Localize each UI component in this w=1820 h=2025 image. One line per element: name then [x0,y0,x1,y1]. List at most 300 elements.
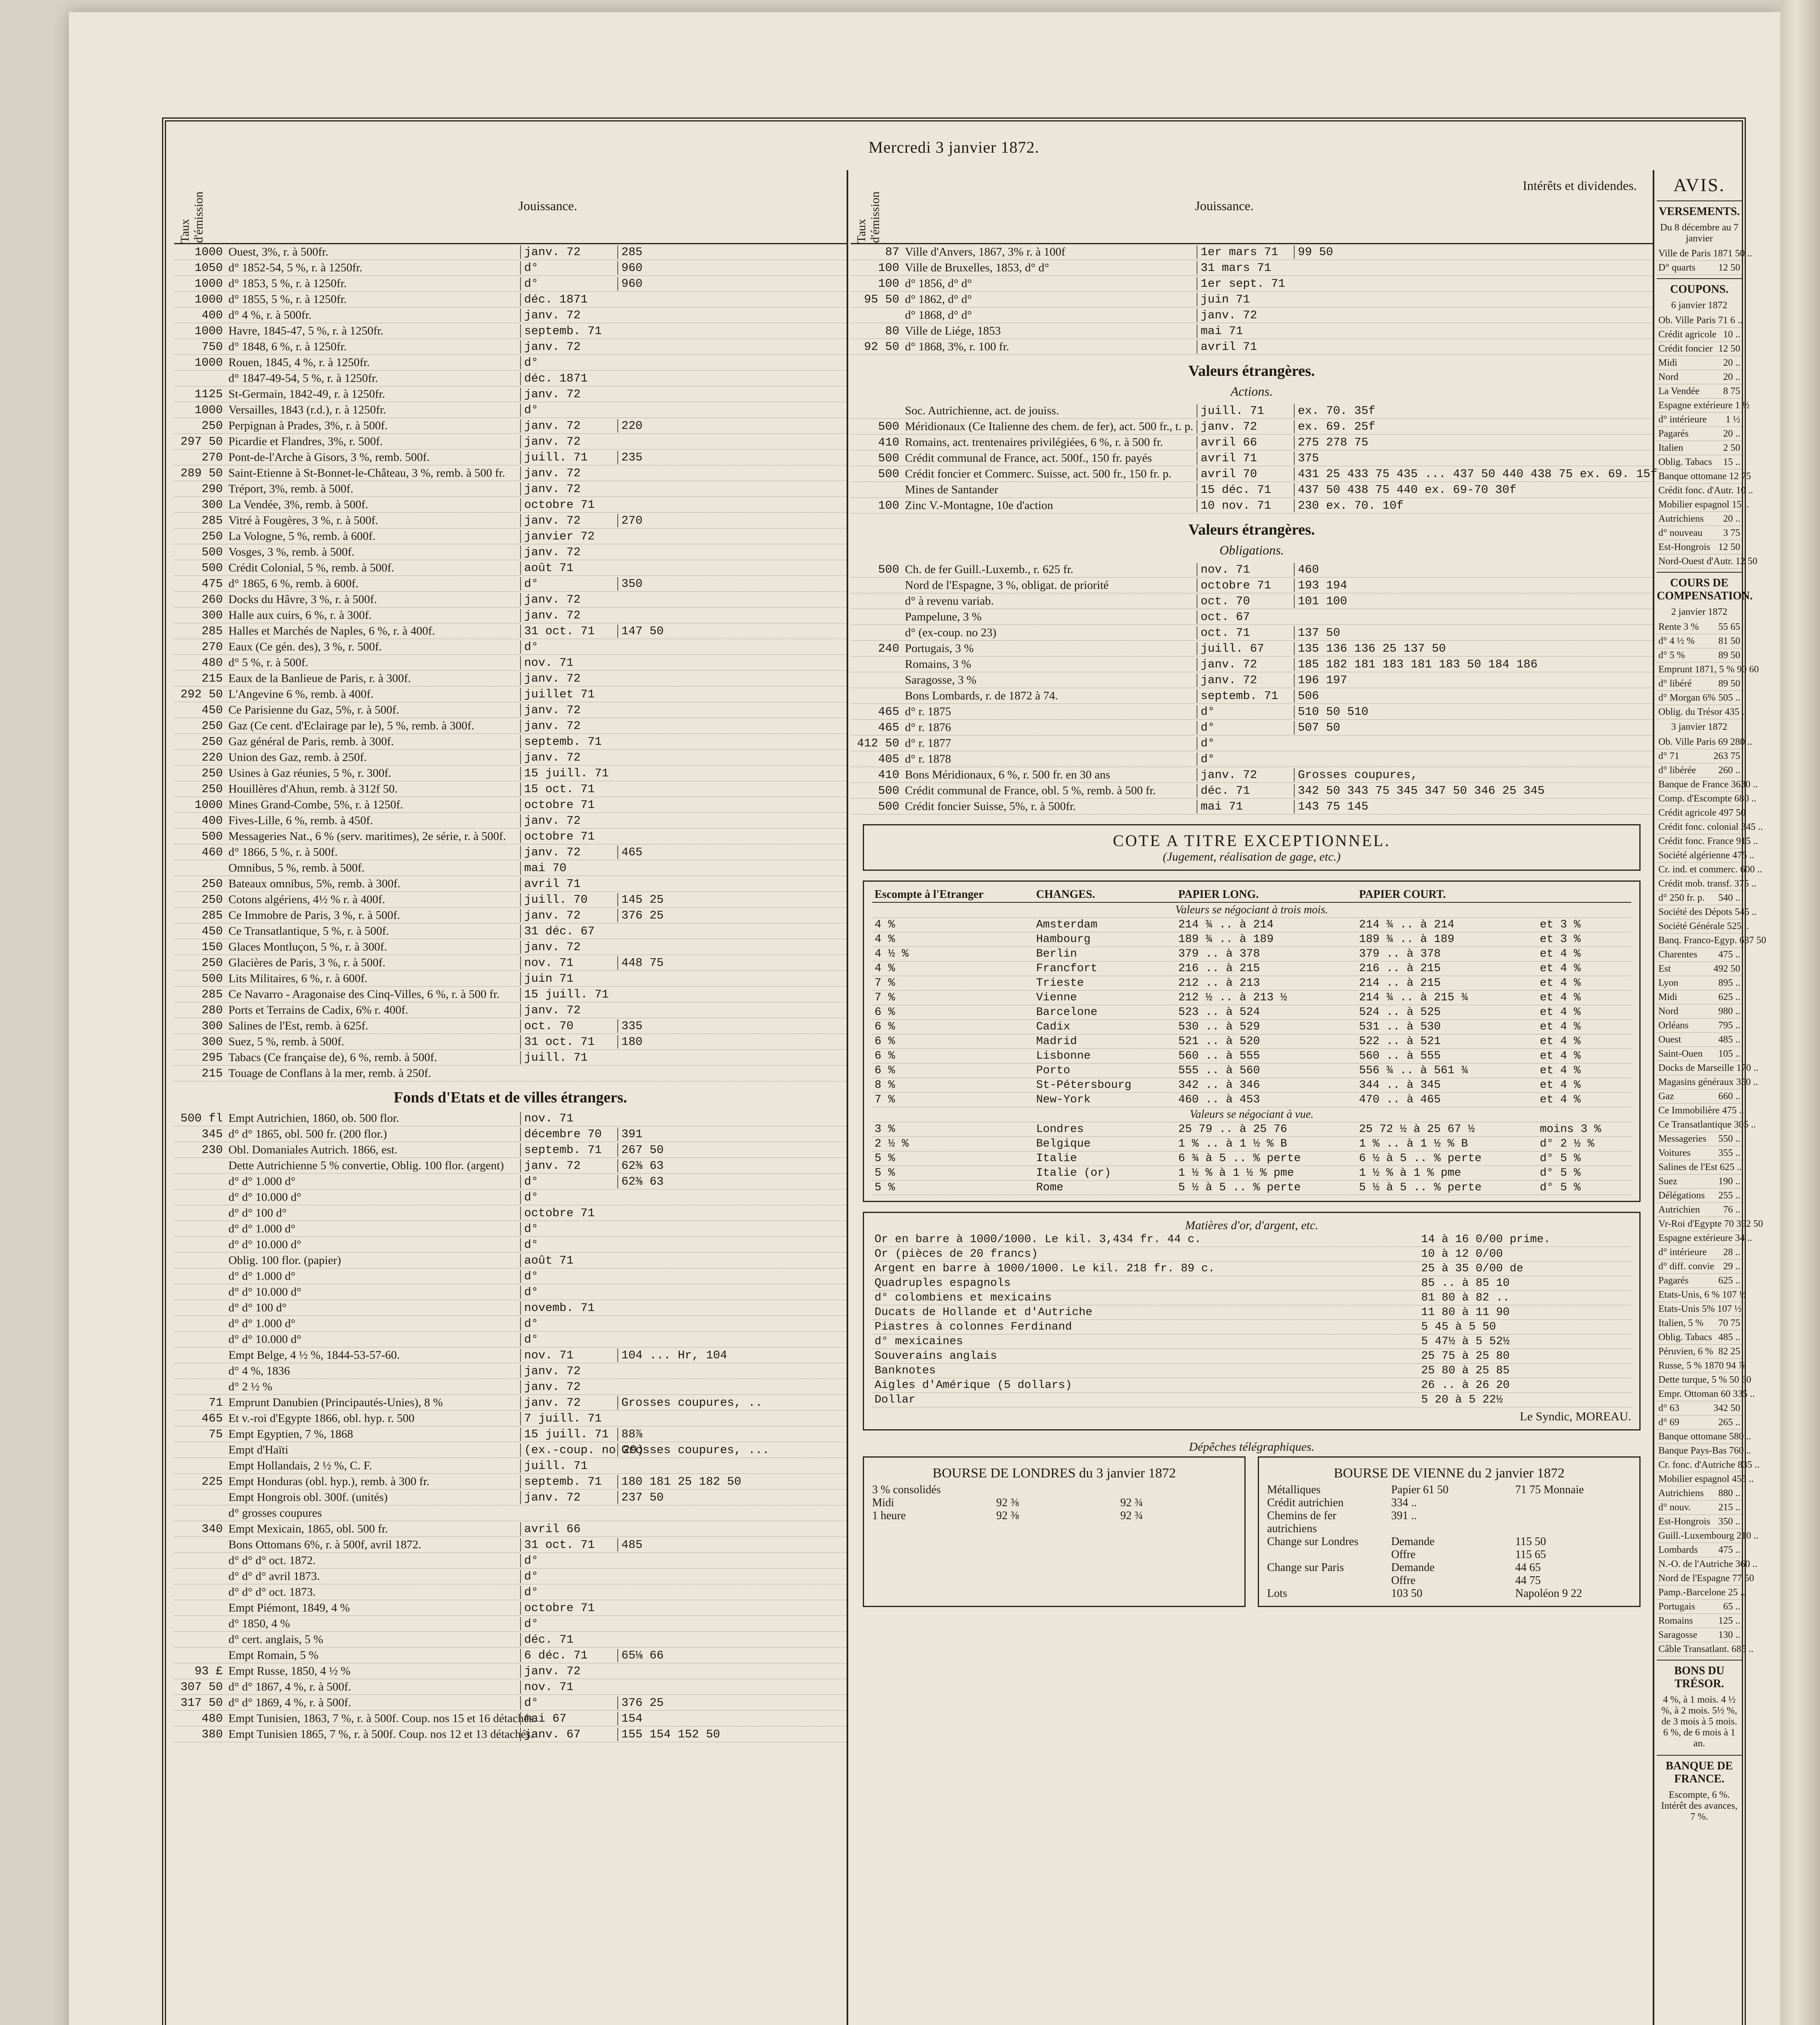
jouissance-cell: avril 71 [520,877,617,891]
change-row [872,1034,1631,1049]
jouissance-cell: janv. 72 [520,1004,617,1017]
jouissance-cell: janv. 72 [520,940,617,954]
valeur-name: Tabacs (Ce française de), 6 %, remb. à 500f. [228,1051,437,1064]
table-row [851,783,1653,799]
cours-row [1657,1274,1742,1288]
table-row [174,1711,847,1727]
jouissance-cell: juill. 71 [1197,404,1294,418]
cours-row-value: 215 .. [1718,1502,1740,1513]
coupon-row-value: Crédit foncier [1658,343,1713,354]
valeur-name: Empt Belge, 4 ½ %, 1844-53-57-60. [228,1348,400,1362]
table-row [174,765,847,781]
cours-row-value: d° 250 fr. p. [1658,892,1705,903]
bourses-row [863,1456,1641,1607]
table-row [174,292,847,307]
table-row [174,797,847,813]
cours-row-value: 34 .. [1735,1232,1752,1243]
matiere-row [872,1320,1631,1334]
jouissance-cell: octobre 71 [520,798,617,812]
matiere-row [872,1276,1631,1291]
jouissance-cell: juillet 71 [520,688,617,701]
taux-cell: 1125 [194,387,223,401]
cours-row [1657,1217,1763,1231]
change-row-cell: 1 ½ % à 1 % pme [1357,1166,1537,1181]
table-row [174,355,847,371]
obligations-subtitle: Obligations. [1219,543,1284,557]
versements-list [1657,247,1752,275]
jouissance-cell: d° [520,577,617,590]
change-row [872,991,1631,1005]
table-row [851,704,1653,720]
valeur-name: Pampelune, 3 % [905,610,982,623]
jouissance-cell: avril 66 [520,1522,617,1536]
change-row-cell: 6 ¾ à 5 .. % perte [1176,1151,1357,1166]
coupon-row-value: 20 .. [1723,428,1740,439]
change-row-cell: 212 ½ .. à 213 ½ [1176,991,1357,1005]
versement-row [1657,247,1752,261]
cours-row [1657,634,1742,648]
taux-cell: 1000 [194,292,223,306]
change-row-cell: 216 .. à 215 [1357,961,1537,976]
cours-row-value: Pamp.-Barcelone [1658,1587,1726,1598]
matiere-row-cell: Banknotes [872,1364,1419,1378]
change-row-cell: Rome [1034,1181,1176,1195]
taux-cell: 1000 [194,324,223,338]
jouissance-cell: d° [520,356,617,369]
actions-subtitle: Actions. [1231,384,1273,399]
cours-row-value: Mobilier espagnol [1658,1473,1730,1484]
vienne-row-value [1515,1496,1631,1509]
coupon-row-value: 15 .. [1732,499,1749,510]
jouissance-cell: mai 70 [520,861,617,875]
vienne-row-value [1267,1548,1383,1561]
cours-row [1657,1118,1756,1132]
change-row-cell: 7 % [872,991,1034,1005]
valeur-name: Suez, 5 %, remb. à 500f. [228,1035,344,1048]
valeur-name: Eaux de la Banlieue de Paris, r. à 300f. [228,671,411,685]
jouissance-cell: janv. 72 [520,593,617,606]
matiere-row-cell: 25 80 à 25 85 [1419,1364,1631,1378]
cours-row [1657,934,1766,948]
valeur-name: Bons Lombards, r. de 1872 à 74. [905,689,1058,702]
jouissance-cell: janv. 72 [520,751,617,764]
valeur-name: d° 1862, d° d° [905,292,972,306]
cours-row-value: d° diff. convie [1658,1261,1714,1272]
jouissance-cell: d° [520,277,617,290]
change-row [872,1093,1631,1107]
change-row-cell: 1 % .. à 1 ½ % B [1176,1137,1357,1151]
versement-row-value: 12 50 [1718,262,1740,273]
jouissance-cell: janv. 72 [520,482,617,496]
cours-row [1657,848,1754,863]
jouissance-header: Jouissance. [518,198,577,213]
matiere-row-cell: 85 .. à 85 10 [1419,1276,1631,1291]
jouissance-cell: janv. 72 [1197,768,1294,782]
coupon-row-value: 1 ½ [1735,400,1750,411]
cours-row-value: Est [1658,963,1671,974]
change-row [872,1049,1631,1064]
cours-row [1657,1586,1745,1600]
change-row [872,1122,1631,1137]
jouissance-cell: d° [520,1617,617,1631]
jouissance-cell: déc. 1871 [520,293,617,306]
taux-cell: 230 [201,1143,223,1157]
jouissance-cell: oct. 70 [1197,595,1294,608]
valeur-name: Empt Russe, 1850, 4 ½ % [228,1664,351,1678]
cours-row [1657,1642,1754,1656]
jouissance-cell: janv. 72 [520,1380,617,1394]
jouissance-cell: juill. 70 [520,893,617,906]
cours-row [1657,620,1742,634]
taux-cell: 93 £ [194,1664,223,1678]
jouissance-cell: septemb. 71 [520,1143,617,1157]
changes-header: CHANGES. [1034,887,1176,902]
taux-cell: 292 50 [180,687,223,701]
cours-row-value: 260 .. [1718,765,1740,776]
change-row-cell: et 3 % [1537,918,1631,932]
taux-cell: 500 [878,420,899,433]
valeur-name: d° d° 10.000 d° [228,1190,301,1204]
cours-row-value: 600 .. [1740,864,1762,875]
change-row-cell: 379 .. à 378 [1176,947,1357,961]
valeur-name: Rouen, 1845, 4 %, r. à 1250fr. [228,356,370,369]
change-row-cell: 4 % [872,961,1034,976]
vienne-title: BOURSE DE VIENNE du 2 janvier 1872 [1334,1466,1565,1481]
taux-cell: 215 [201,671,223,685]
jouissance-cell: déc. 71 [1197,784,1294,797]
valeur-name: d° d° 1.000 d° [228,1269,296,1283]
vienne-row [1267,1484,1631,1496]
cours-cell: 335 [617,1019,847,1033]
change-row-cell: 6 % [872,1049,1034,1064]
jouissance-cell: d° [1197,721,1294,734]
valeur-name: Usines à Gaz réunies, 5 %, r. 300f. [228,766,391,780]
valeur-name: Zinc V.-Montagne, 10e d'action [905,499,1053,512]
jouissance-cell: 15 juill. 71 [520,988,617,1001]
cours-row-value: N.-O. de l'Autriche [1658,1558,1733,1569]
vienne-row-value: 334 .. [1391,1496,1417,1509]
jouissance-cell: avril 66 [1197,436,1294,449]
valeur-name: d° r. 1877 [905,736,951,750]
vienne-row [1267,1574,1631,1587]
matiere-row [872,1232,1631,1247]
table-row [851,657,1653,672]
vienne-row-value: 71 75 Monnaie [1515,1484,1584,1496]
change-row-cell: 214 ¾ .. à 214 [1357,918,1537,932]
cours-row [1657,1359,1746,1373]
cours-row-value: 550 .. [1718,1133,1740,1144]
valeur-name: Versailles, 1843 (r.d.), r. à 1250fr. [228,403,386,416]
table-row [174,876,847,892]
table-row [174,307,847,323]
change-row-cell: 3 % [872,1122,1034,1137]
valeur-name: d° d° 1.000 d° [228,1317,296,1330]
valeur-name: Empt Romain, 5 % [228,1648,319,1662]
coupon-row-value: 20 .. [1723,371,1740,382]
cote-title: COTE A TITRE EXCEPTIONNEL. [1113,831,1391,850]
valeur-name: Halles et Marchés de Naples, 6 %, r. à 400f. [228,624,435,637]
taux-cell: 250 [201,782,223,796]
versement-row-value: 50 .. [1735,248,1752,259]
cours-row [1657,1033,1742,1047]
change-row-cell: Vienne [1034,991,1176,1005]
cours-row-value: 65 .. [1723,1601,1740,1612]
cours-row-value: Société des Dépots [1658,906,1733,917]
change-row-cell: et 4 % [1537,961,1631,976]
valeur-name: Glacières de Paris, 3 %, r. à 500f. [228,956,386,969]
change-row-cell: 25 72 ½ à 25 67 ½ [1357,1122,1537,1137]
table-row [174,418,847,434]
londres-row-value: 92 ¾ [1120,1509,1143,1522]
valeur-name: Romains, 3 % [905,657,971,671]
matiere-row-cell: 5 20 à 5 22½ [1419,1393,1631,1407]
jouissance-cell: d° [520,1570,617,1583]
cote-subtitle: (Jugement, réalisation de gage, etc.) [1163,850,1341,863]
cours-cell: 342 50 343 75 345 347 50 346 25 345 [1294,784,1653,797]
valeur-name: d° d° 100 d° [228,1301,287,1314]
cours-row-value: 895 .. [1718,977,1740,988]
valeur-name: Ch. de fer Guill.-Luxemb., r. 625 fr. [905,563,1073,576]
cours-row [1657,1614,1742,1628]
table-row [851,403,1653,419]
taux-cell: 215 [201,1066,223,1080]
cours-row-value: Portugais [1658,1601,1695,1612]
matiere-row-cell: Argent en barre à 1000/1000. Le kil. 218 fr. 89 c. [872,1262,1419,1276]
cours-row-value: Lyon [1658,977,1679,988]
cours-row [1657,1245,1742,1260]
coupon-row-value: 3 75 [1723,527,1740,538]
change-row-cell: et 4 % [1537,1093,1631,1107]
change-row-cell: et 4 % [1537,1049,1631,1064]
cours-row-value: Oblig. du Trésor [1658,706,1723,717]
valeur-name: Cotons algériens, 4½ % r. à 400f. [228,893,385,906]
valeur-name: Mines Grand-Combe, 5%, r. à 1250f. [228,798,403,811]
taux-cell: 289 50 [180,466,223,480]
cours-row [1657,648,1742,663]
coupon-row-value: 20 .. [1723,357,1740,368]
cours-row-value: 263 75 [1713,750,1740,761]
valeur-name: d° à revenu variab. [905,594,994,608]
valeurs-oblig-title: Valeurs étrangères. [1188,521,1315,538]
taux-cell: 1000 [194,277,223,290]
valeur-name: Ce Transatlantique, 5 %, r. à 500f. [228,924,389,938]
cours-cell: 235 [617,451,847,464]
table-row [851,562,1653,578]
valeur-name: Glaces Montluçon, 5 %, r. à 300f. [228,940,387,953]
coupon-row-value: 6 .. [1730,315,1743,326]
cours-row-value: 342 50 [1713,1403,1740,1413]
vienne-row-value: Offre [1391,1548,1416,1561]
jouissance-cell: janv. 72 [520,814,617,827]
vienne-row [1267,1509,1631,1535]
vienne-row-value [1515,1509,1631,1535]
londres-row [872,1509,1236,1522]
cours-row-value: 76 .. [1723,1204,1740,1215]
table-row [174,513,847,529]
change-row [872,918,1631,932]
change-row-cell: 555 .. à 560 [1176,1064,1357,1078]
coupon-row [1657,313,1742,328]
valeur-name: L'Angevine 6 %, remb. à 400f. [228,687,373,701]
cours-row-value: 475 .. [1718,949,1740,960]
cours-row-value: 360 .. [1735,1558,1758,1569]
change-row [872,1005,1631,1020]
cours-row-value: d° libérée [1658,765,1696,776]
change-row-cell: 189 ¾ .. à 189 [1357,932,1537,947]
valeur-name: Perpignan à Prades, 3%, r. à 500f. [228,419,388,432]
table-row [174,1442,847,1458]
londres-row-value: Midi [872,1496,894,1509]
table-row [174,1695,847,1711]
table-row [174,1663,847,1679]
actions-list [851,403,1658,514]
cours-row-value: Crédit mob. transf. [1658,878,1732,889]
taux-cell: 100 [878,277,899,290]
jouissance-cell: janv. 72 [520,1159,617,1172]
change-row [872,961,1631,976]
taux-cell: 80 [885,324,899,338]
table-row [174,592,847,608]
table-row [174,323,847,339]
table-row [174,450,847,465]
coupon-row [1657,342,1742,356]
taux-cell: 405 [878,752,899,766]
cours-row-value: 835 .. [1737,1459,1760,1470]
cours-row-value: Crédit fonc. colonial [1658,821,1739,832]
banque-text: Escompte, 6 %. Intérêt des avances, 7 %. [1661,1790,1738,1822]
taux-cell: 410 [878,435,899,449]
change-row-cell: Trieste [1034,976,1176,991]
table-row [174,1253,847,1268]
jouissance-cell: avril 71 [1197,452,1294,465]
cours-row-value: 94 ⅞ [1726,1360,1746,1371]
cours-row-value: 525 .. [1727,921,1749,932]
table-row [851,307,1653,323]
cours-row-value: 475 .. [1732,850,1754,861]
cours-row-value: 107 ½ [1717,1303,1742,1314]
vienne-row-value: Crédit autrichien [1267,1496,1344,1509]
jouissance-cell: avril 71 [1197,340,1294,354]
cours-row [1657,1543,1742,1557]
cours-row-value: 505 .. [1718,692,1740,703]
change-row-cell: St-Pétersbourg [1034,1078,1176,1093]
table-row [174,844,847,860]
changes-subtitle: Valeurs se négociant à vue. [872,1107,1631,1122]
cours-row-value: Péruvien, 6 % [1658,1346,1713,1357]
valeur-name: Empt Hongrois obl. 300f. (unités) [228,1490,388,1504]
cours-row [1657,1501,1742,1515]
taux-cell: 280 [201,1003,223,1017]
vienne-row-value: 103 50 [1391,1587,1423,1600]
coupon-row [1657,512,1742,526]
cours-row-value: Banque de France [1658,779,1729,790]
change-row-cell: Cadix [1034,1020,1176,1034]
cours-row-value: 915 .. [1736,836,1758,846]
jouissance-cell: janv. 72 [1197,674,1294,687]
cours-row-value: Suez [1658,1176,1677,1187]
jouissance-cell: 31 oct. 71 [520,625,617,638]
table-row [851,767,1653,783]
valeur-name: Crédit Colonial, 5 %, remb. à 500f. [228,561,395,574]
taux-cell: 400 [201,308,223,322]
versements-title: VERSEMENTS. [1657,200,1742,220]
valeur-name: Houillères d'Ahun, remb. à 312f 50. [228,782,398,795]
change-row-cell: 1 ½ % à 1 ½ % pme [1176,1166,1357,1181]
column-middle [851,170,1658,2025]
cours-cell: 230 ex. 70. 10f [1294,499,1653,512]
change-row-cell: 560 .. à 555 [1176,1049,1357,1064]
jouissance-cell: décembre 70 [520,1128,617,1141]
coupon-row [1657,469,1751,484]
cours-row-value: 435 .. [1725,706,1747,717]
cours-list-1 [1657,620,1759,719]
cours-row-value: 77 50 [1732,1573,1754,1584]
cours-row-value: 255 .. [1718,1190,1740,1201]
cours-row-value: Banq. Franco-Egyp. [1658,935,1737,946]
change-row-cell: 5 ½ à 5 .. % perte [1357,1181,1537,1195]
coupon-row [1657,384,1742,399]
column-middle-header [851,170,1653,244]
cours-row-value: Vr-Roi d'Egypte 70 [1658,1218,1734,1229]
taux-cell: 250 [201,893,223,906]
change-row-cell: 560 .. à 555 [1357,1049,1537,1064]
changes-body [872,902,1631,1195]
cours-row-value: 345 .. [1741,821,1763,832]
matiere-row [872,1393,1631,1407]
interets-header: Intérêts et dividendes. [1523,178,1637,193]
jouissance-cell: janv. 72 [520,245,617,259]
valeur-name: Ville d'Anvers, 1867, 3% r. à 100f [905,245,1065,258]
taux-cell: 250 [201,735,223,748]
change-row-cell: 4 ½ % [872,947,1034,961]
table-row [851,244,1653,260]
coupons-title: COUPONS. [1657,278,1742,298]
cours-row [1657,1146,1742,1160]
table-row [174,939,847,955]
jouissance-cell: août 71 [520,1254,617,1267]
change-row-cell: et 4 % [1537,991,1631,1005]
matieres-title: Matières d'or, d'argent, etc. [1185,1219,1319,1232]
valeur-name: Empt d'Haïti [228,1443,288,1456]
change-row-cell: 7 % [872,1093,1034,1107]
cours-row-value: 170 .. [1736,1062,1758,1073]
taux-cell: 480 [201,656,223,669]
vienne-row-value: 391 .. [1391,1509,1417,1522]
londres-title: BOURSE DE LONDRES du 3 janvier 1872 [932,1466,1176,1481]
valeur-name: d° d° 1865, obl. 500 fr. (200 flor.) [228,1127,387,1140]
coupon-row [1657,413,1742,427]
taux-cell: 285 [201,987,223,1001]
cours-row-value: 70 75 [1718,1317,1740,1328]
column-left-header [174,170,847,244]
table-row [174,1426,847,1442]
jouissance-cell: juill. 71 [520,451,617,464]
cours-row [1657,1515,1742,1529]
taux-cell: 87 [885,245,899,259]
table-row [174,892,847,908]
valeur-name: Empt Autrichien, 1860, ob. 500 flor. [228,1111,399,1125]
change-row-cell: 2 ½ % [872,1137,1034,1151]
taux-cell: 412 50 [857,736,899,750]
cours-row [1657,663,1759,677]
taux-cell: 1000 [194,798,223,812]
coupon-row-value: Nord [1658,371,1679,382]
taux-cell: 270 [201,450,223,464]
cours-row-value: Saragosse [1658,1629,1697,1640]
taux-cell: 400 [201,814,223,827]
jouissance-cell: nov. 71 [520,956,617,970]
valeur-name: Fives-Lille, 6 %, remb. à 450f. [228,814,373,827]
